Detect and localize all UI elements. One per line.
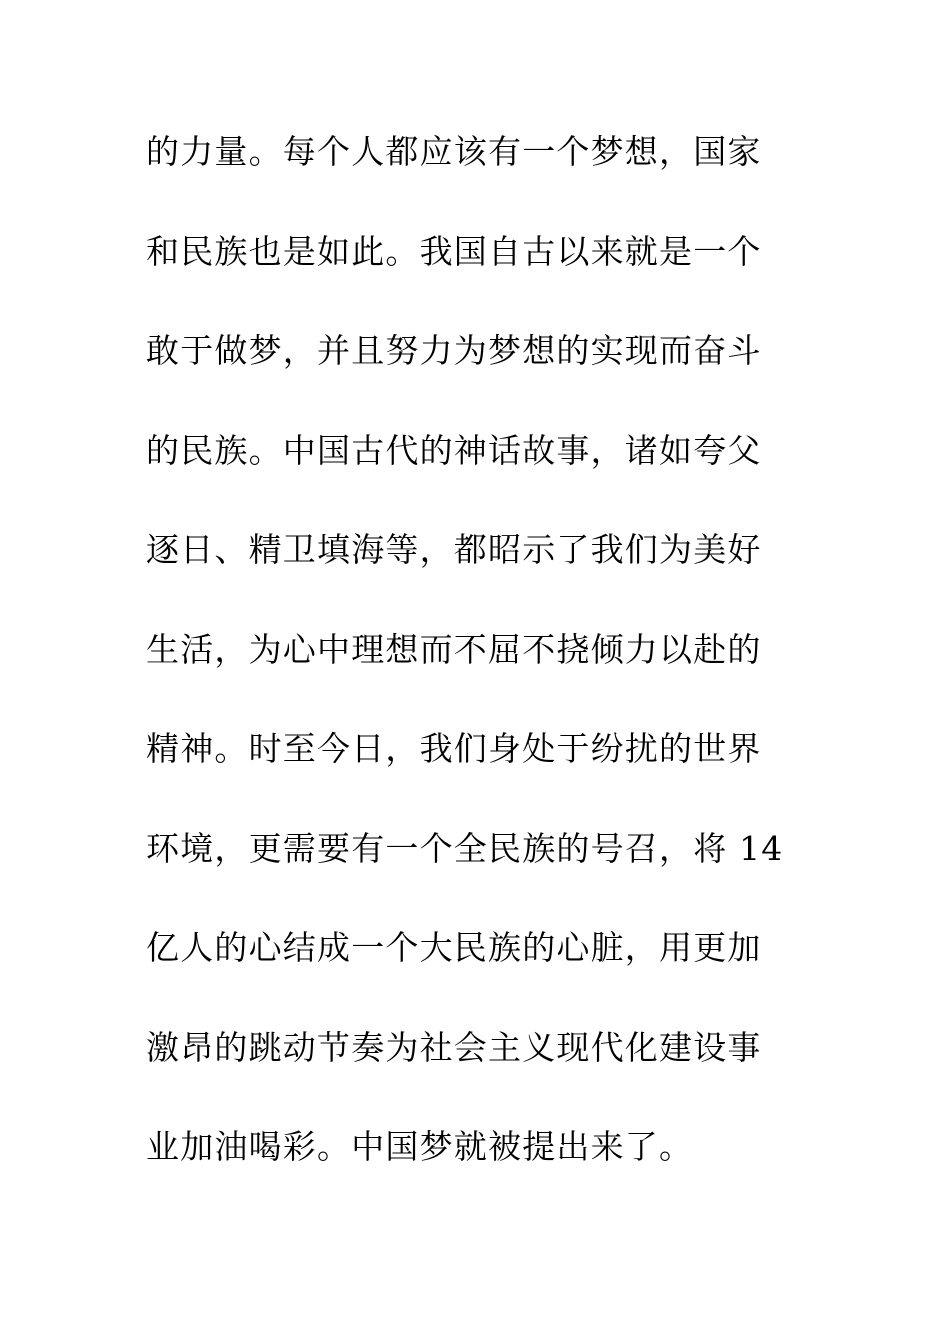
text-line: 亿人的心结成一个大民族的心脏，用更加	[146, 928, 762, 967]
text-line: 激昂的跳动节奏为社会主义现代化建设事	[146, 1027, 762, 1067]
text-line: 敢于做梦，并且努力为梦想的实现而奋斗	[146, 331, 762, 370]
text-line: 环境，更需要有一个全民族的号召，将 14	[146, 828, 784, 868]
text-line: 的力量。每个人都应该有一个梦想，国家	[146, 132, 762, 171]
text-line: 业加油喝彩。中国梦就被提出来了。	[146, 1127, 694, 1166]
text-line: 的民族。中国古代的神话故事，诸如夸父	[146, 430, 762, 470]
text-line: 生活，为心中理想而不屈不挠倾力以赴的	[146, 629, 762, 669]
body-paragraph	[146, 126, 826, 1221]
text-line: 逐日、精卫填海等，都昭示了我们为美好	[146, 530, 762, 569]
text-line: 精神。时至今日，我们身处于纷扰的世界	[146, 729, 762, 768]
text-line: 和民族也是如此。我国自古以来就是一个	[146, 231, 762, 271]
